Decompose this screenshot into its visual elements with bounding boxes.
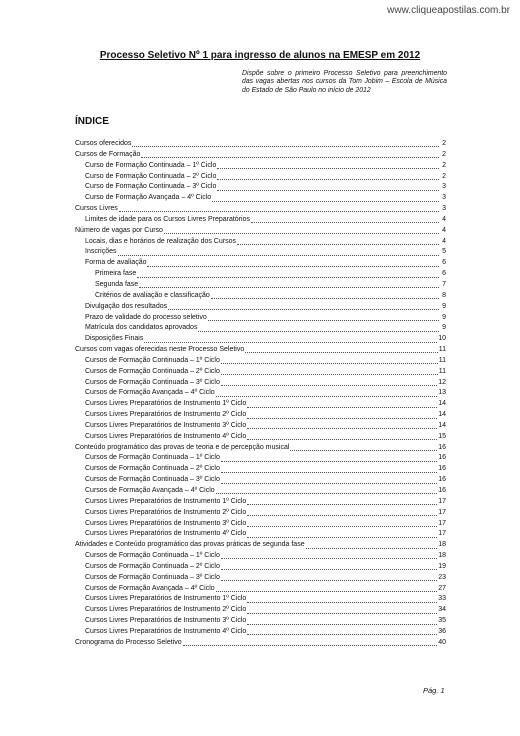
toc-entry-page: 17	[438, 497, 446, 505]
toc-entry-page: 11	[438, 346, 446, 354]
toc-entry-page: 9	[442, 313, 446, 321]
toc-entry-page: 17	[438, 519, 446, 527]
toc-entry-page: 2	[442, 161, 446, 169]
toc-entry-label: Cursos de Formação Avançada – 4º Ciclo	[85, 487, 215, 494]
toc-entry[interactable]	[75, 616, 446, 627]
toc-entry-label: Cursos Livres Preparatórios de Instrumento 3º Ciclo	[85, 519, 247, 527]
toc-entry-label: Prazo de validade do processo seletivo	[85, 313, 207, 321]
toc-entry-label: Limites de idade para os Cursos Livres Preparatórios	[85, 215, 250, 223]
table-of-contents	[75, 139, 446, 649]
toc-entry-label: Número de vagas por Curso	[75, 226, 163, 234]
toc-entry-page: 6	[442, 270, 446, 278]
toc-entry-page: 17	[438, 530, 446, 538]
toc-entry-label: Cursos Livres Preparatórios de Instrumento 2º Ciclo	[85, 508, 247, 516]
toc-dot-leader	[141, 150, 439, 158]
toc-entry-label: Cursos de Formação Continuada – 3º Ciclo	[85, 573, 220, 581]
toc-entry-page: 19	[438, 562, 446, 570]
toc-dot-leader	[247, 606, 437, 614]
toc-dot-leader	[221, 465, 437, 473]
toc-entry-label: Forma de avaliação	[85, 259, 147, 267]
toc-dot-leader	[221, 367, 438, 375]
toc-dot-leader	[221, 562, 437, 570]
toc-entry-page: 7	[442, 280, 446, 288]
toc-dot-leader	[212, 194, 439, 202]
toc-entry-label: Cursos de Formação Continuada – 2º Ciclo	[85, 465, 220, 473]
toc-entry[interactable]	[75, 627, 446, 638]
toc-entry-page: 33	[438, 595, 446, 603]
toc-dot-leader	[247, 519, 437, 527]
toc-entry[interactable]	[75, 291, 446, 302]
toc-dot-leader	[132, 139, 439, 147]
toc-dot-leader	[247, 432, 437, 440]
toc-entry-page: 2	[442, 172, 446, 180]
toc-entry-label: Critérios de avaliação e classificação	[95, 291, 210, 299]
toc-dot-leader	[290, 443, 437, 451]
toc-dot-leader	[221, 378, 437, 386]
toc-entry[interactable]	[75, 497, 446, 508]
toc-entry-label: Matrícula dos candidatos aprovados	[85, 324, 198, 332]
toc-entry[interactable]	[75, 562, 446, 573]
toc-entry-label: Cursos Livres Preparatórios de Instrumento 4º Ciclo	[85, 627, 247, 635]
toc-entry-page: 40	[438, 638, 446, 646]
toc-entry-label: Disposições Finais	[85, 335, 144, 343]
toc-entry-label: Cursos Livres Preparatórios de Instrumento 4º Ciclo	[85, 530, 247, 538]
toc-dot-leader	[245, 345, 437, 353]
toc-dot-leader	[217, 183, 439, 191]
toc-dot-leader	[247, 400, 437, 408]
toc-entry[interactable]	[75, 432, 446, 443]
toc-entry[interactable]	[75, 269, 446, 280]
toc-entry[interactable]	[75, 508, 446, 519]
toc-entry-page: 14	[438, 411, 446, 419]
toc-entry-page: 16	[438, 476, 446, 484]
toc-entry-page: 16	[438, 487, 446, 494]
toc-entry-page: 16	[438, 465, 446, 473]
toc-entry[interactable]	[75, 410, 446, 421]
toc-entry[interactable]	[75, 584, 446, 595]
toc-entry[interactable]	[75, 182, 446, 193]
toc-entry[interactable]	[75, 313, 446, 324]
toc-entry-label: Locais, dias e horários de realização dos Cursos	[85, 237, 236, 245]
toc-entry[interactable]	[75, 258, 446, 269]
toc-dot-leader	[237, 237, 439, 245]
toc-dot-leader	[147, 259, 439, 267]
toc-entry-page: 4	[442, 215, 446, 223]
toc-entry-label: Cursos Livres	[75, 205, 118, 213]
toc-entry[interactable]	[75, 605, 446, 616]
toc-entry-label: Cursos com vagas oferecidas neste Processo Seletivo	[75, 346, 245, 354]
toc-dot-leader	[221, 573, 437, 581]
toc-dot-leader	[217, 161, 439, 169]
toc-dot-leader	[198, 324, 439, 332]
toc-entry-page: 18	[438, 552, 446, 560]
toc-dot-leader	[221, 454, 437, 462]
toc-entry[interactable]	[75, 139, 446, 150]
toc-entry-label: Atividades e Conteúdo programático das provas práticas de segunda fase	[75, 541, 305, 549]
toc-entry[interactable]	[75, 323, 446, 334]
toc-entry-label: Cursos de Formação Continuada – 1º Ciclo	[85, 454, 220, 462]
toc-dot-leader	[137, 270, 439, 278]
toc-entry-page: 23	[438, 573, 446, 581]
toc-dot-leader	[247, 617, 437, 625]
toc-entry-label: Cursos de Formação Continuada – 3º Ciclo	[85, 378, 220, 386]
toc-dot-leader	[144, 335, 437, 343]
toc-entry[interactable]	[75, 345, 446, 356]
toc-entry-page: 14	[438, 400, 446, 408]
toc-entry[interactable]	[75, 356, 446, 367]
toc-entry-label: Cursos de Formação Continuada – 2º Ciclo	[85, 562, 220, 570]
toc-dot-leader	[247, 411, 437, 419]
toc-entry[interactable]	[75, 551, 446, 562]
toc-entry-label: Cursos de Formação Avançada – 4º Ciclo	[85, 584, 215, 592]
toc-entry-page: 6	[442, 259, 446, 267]
abstract-text: Dispõe sobre o primeiro Processo Seletivo para preenchimento das vagas abertas nos cursos da Tom Jobim – Escola de Música do Estado de São Paulo no início de 2012	[242, 70, 447, 94]
toc-entry-page: 16	[438, 454, 446, 462]
toc-entry[interactable]	[75, 302, 446, 313]
toc-entry-page: 11	[438, 367, 446, 375]
toc-dot-leader	[221, 551, 437, 559]
toc-entry[interactable]	[75, 453, 446, 464]
toc-entry-page: 27	[438, 584, 446, 592]
toc-dot-leader	[217, 172, 439, 180]
toc-entry-label: Primeira fase	[95, 270, 137, 278]
toc-entry-page: 36	[438, 627, 446, 635]
toc-entry-page: 3	[442, 183, 446, 191]
toc-entry-page: 4	[442, 237, 446, 245]
toc-entry-page: 12	[438, 378, 446, 386]
toc-entry-page: 9	[442, 324, 446, 332]
toc-entry-page: 35	[438, 617, 446, 625]
toc-entry[interactable]	[75, 247, 446, 258]
toc-dot-leader	[247, 627, 437, 635]
toc-entry[interactable]	[75, 421, 446, 432]
toc-entry-page: 2	[442, 140, 446, 147]
toc-entry-label: Cursos oferecidos	[75, 140, 132, 147]
toc-entry-page: 18	[438, 541, 446, 549]
toc-entry[interactable]	[75, 161, 446, 172]
toc-dot-leader	[168, 302, 439, 310]
toc-entry-label: Cursos Livres Preparatórios de Instrumento 4º Ciclo	[85, 432, 247, 440]
toc-entry-label: Cursos Livres Preparatórios de Instrumento 2º Ciclo	[85, 411, 247, 419]
toc-dot-leader	[247, 595, 437, 603]
toc-entry[interactable]	[75, 399, 446, 410]
toc-entry-page: 4	[442, 226, 446, 234]
toc-entry-label: Cursos de Formação	[75, 150, 141, 158]
toc-entry-page: 15	[438, 432, 446, 440]
toc-entry-label: Cronograma do Processo Seletivo	[75, 638, 182, 646]
toc-entry[interactable]	[75, 388, 446, 399]
toc-entry-label: Cursos de Formação Continuada – 1º Ciclo	[85, 356, 220, 364]
toc-entry-label: Curso de Formação Continuada – 3º Ciclo	[85, 183, 217, 191]
toc-entry-page: 3	[442, 205, 446, 213]
toc-entry-page: 34	[438, 606, 446, 614]
toc-entry-label: Cursos de Formação Avançada – 4º Ciclo	[85, 389, 215, 397]
toc-entry-page: 13	[438, 389, 446, 397]
toc-entry-label: Cursos Livres Preparatórios de Instrumento 3º Ciclo	[85, 617, 247, 625]
toc-entry-label: Conteúdo programático das provas de teoria e de percepção musical	[75, 443, 290, 451]
toc-entry[interactable]	[75, 638, 446, 649]
toc-dot-leader	[221, 476, 437, 484]
toc-entry[interactable]	[75, 150, 446, 161]
toc-entry-label: Curso de Formação Continuada – 1º Ciclo	[85, 161, 217, 169]
toc-entry-page: 11	[438, 356, 446, 364]
toc-entry-label: Cursos de Formação Continuada – 1º Ciclo	[85, 552, 220, 560]
toc-entry[interactable]	[75, 540, 446, 551]
toc-dot-leader	[251, 215, 439, 223]
toc-entry[interactable]	[75, 529, 446, 540]
toc-entry-label: Cursos Livres Preparatórios de Instrumento 1º Ciclo	[85, 595, 247, 603]
toc-entry[interactable]	[75, 378, 446, 389]
toc-entry-page: 2	[442, 150, 446, 158]
toc-entry[interactable]	[75, 486, 446, 497]
page-number: Pág. 1	[423, 686, 445, 695]
toc-entry-label: Cursos de Formação Continuada – 3º Ciclo	[85, 476, 220, 484]
toc-dot-leader	[118, 248, 439, 256]
toc-dot-leader	[216, 389, 438, 397]
toc-dot-leader	[221, 356, 438, 364]
toc-entry-label: Inscrições	[85, 248, 117, 256]
toc-dot-leader	[216, 584, 438, 592]
toc-entry[interactable]	[75, 172, 446, 183]
toc-entry-page: 5	[442, 248, 446, 256]
toc-entry-label: Cursos Livres Preparatórios de Instrumento 1º Ciclo	[85, 400, 247, 408]
toc-entry-page: 10	[438, 335, 446, 343]
toc-dot-leader	[247, 530, 437, 538]
toc-entry-label: Cursos Livres Preparatórios de Instrumento 1º Ciclo	[85, 497, 247, 505]
toc-entry-label: Cursos de Formação Continuada – 2º Ciclo	[85, 367, 220, 375]
toc-entry[interactable]	[75, 443, 446, 454]
toc-dot-leader	[247, 508, 437, 516]
toc-dot-leader	[216, 486, 438, 494]
toc-entry[interactable]	[75, 215, 446, 226]
toc-entry-label: Cursos Livres Preparatórios de Instrumento 2º Ciclo	[85, 606, 247, 614]
toc-entry[interactable]	[75, 573, 446, 584]
toc-entry-page: 17	[438, 508, 446, 516]
toc-entry-page: 3	[442, 194, 446, 202]
toc-entry-label: Curso de Formação Continuada – 2º Ciclo	[85, 172, 217, 180]
toc-dot-leader	[247, 497, 437, 505]
toc-dot-leader	[306, 541, 438, 549]
toc-dot-leader	[211, 291, 439, 299]
toc-entry[interactable]	[75, 226, 446, 237]
toc-entry-label: Curso de Formação Avançada – 4º Ciclo	[85, 194, 212, 202]
toc-entry[interactable]	[75, 280, 446, 291]
toc-entry[interactable]	[75, 193, 446, 204]
toc-dot-leader	[119, 204, 439, 212]
toc-dot-leader	[208, 313, 439, 321]
toc-entry-page: 9	[442, 302, 446, 310]
toc-entry-label: Divulgação dos resultados	[85, 302, 168, 310]
watermark: www.cliqueapostilas.com.br	[387, 5, 510, 16]
toc-dot-leader	[164, 226, 439, 234]
toc-heading: ÍNDICE	[75, 116, 109, 127]
toc-entry-label: Segunda fase	[95, 280, 139, 288]
toc-dot-leader	[139, 280, 439, 288]
toc-entry-page: 16	[438, 443, 446, 451]
toc-entry[interactable]	[75, 367, 446, 378]
toc-entry[interactable]	[75, 334, 446, 345]
toc-entry-label: Cursos Livres Preparatórios de Instrumento 3º Ciclo	[85, 421, 247, 429]
toc-dot-leader	[183, 638, 438, 646]
toc-entry[interactable]	[75, 519, 446, 530]
toc-entry[interactable]	[75, 475, 446, 486]
document-title: Processo Seletivo Nº 1 para ingresso de alunos na EMESP em 2012	[99, 50, 421, 61]
toc-entry-page: 14	[438, 421, 446, 429]
toc-entry[interactable]	[75, 594, 446, 605]
toc-entry[interactable]	[75, 237, 446, 248]
toc-dot-leader	[247, 421, 437, 429]
toc-entry[interactable]	[75, 464, 446, 475]
toc-entry[interactable]	[75, 204, 446, 215]
toc-entry-page: 8	[442, 291, 446, 299]
